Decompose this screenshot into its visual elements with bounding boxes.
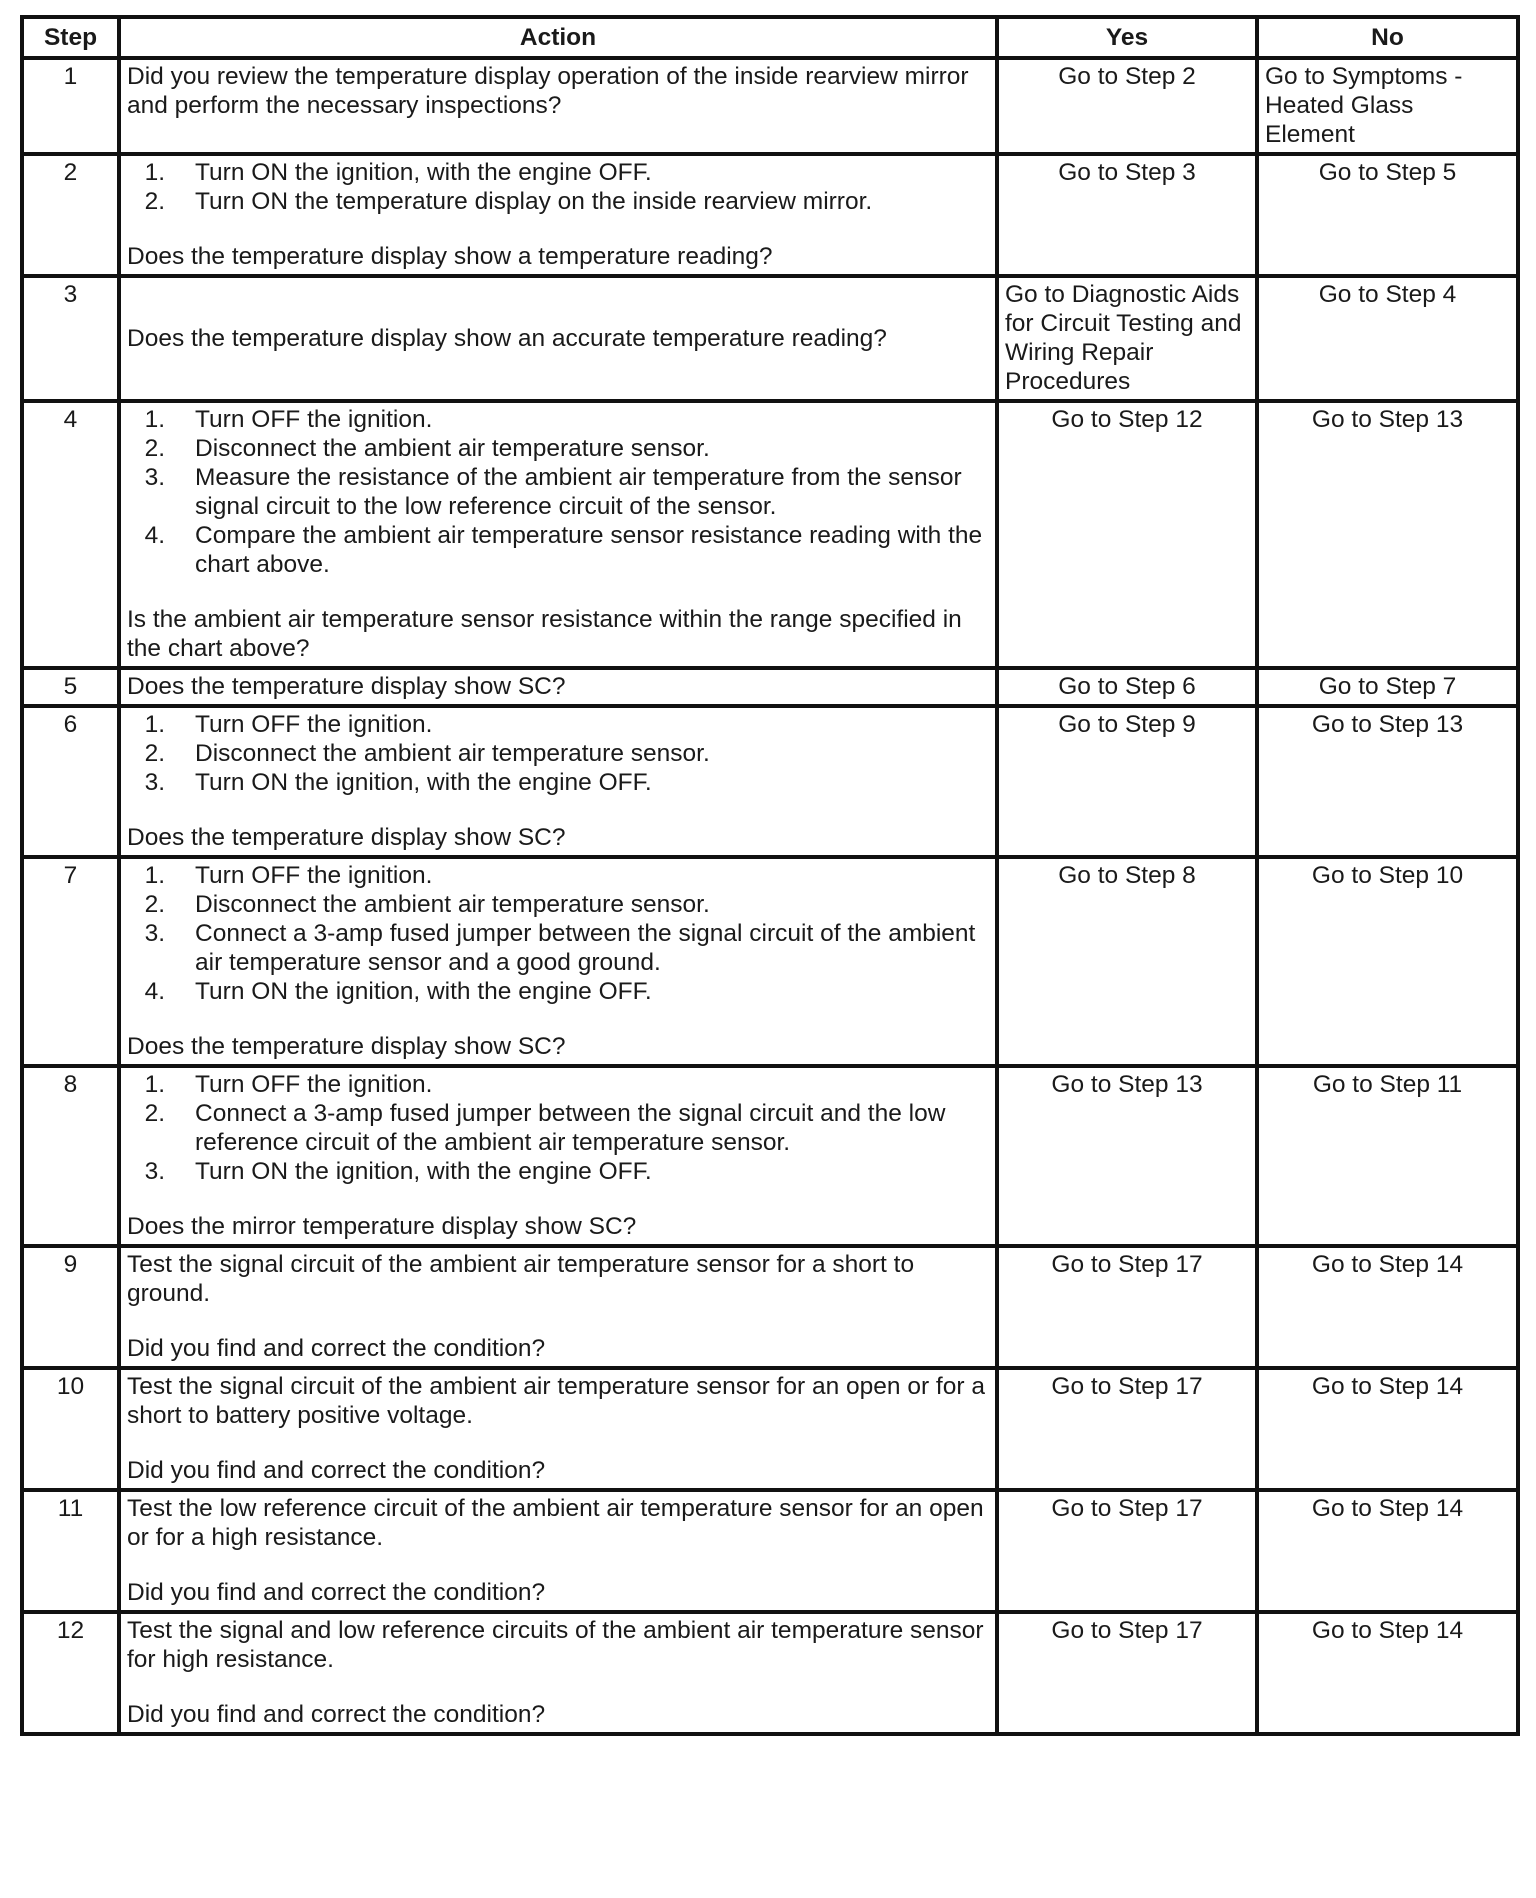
action-question: Does the temperature display show a temperature reading? <box>127 243 773 270</box>
list-item <box>127 158 989 187</box>
step-number: 2 <box>22 154 119 276</box>
step-number: 7 <box>22 857 119 1066</box>
action-cell <box>119 1066 997 1246</box>
table-row <box>22 706 1518 857</box>
item-text: Disconnect the ambient air temperature sensor. <box>195 435 710 462</box>
step-number: 10 <box>22 1368 119 1490</box>
item-text: Turn ON the ignition, with the engine OFF. <box>195 1158 652 1185</box>
list-item <box>127 739 989 768</box>
action-question: Did you find and correct the condition? <box>127 1701 546 1728</box>
no-cell: Go to Step 5 <box>1257 154 1518 276</box>
action-cell <box>119 706 997 857</box>
action-question: Is the ambient air temperature sensor resistance within the range specified in the chart above? <box>127 606 962 662</box>
item-number: 3. <box>144 769 165 796</box>
action-question: Does the mirror temperature display show SC? <box>127 1213 637 1240</box>
list-item <box>127 405 989 434</box>
action-cell <box>119 1612 997 1734</box>
step-number: 8 <box>22 1066 119 1246</box>
table-row <box>22 668 1518 706</box>
action-question: Does the temperature display show SC? <box>127 1033 566 1060</box>
step-number: 6 <box>22 706 119 857</box>
step-number: 3 <box>22 276 119 401</box>
action-steps-list <box>127 158 989 216</box>
list-item <box>127 710 989 739</box>
item-text: Turn ON the ignition, with the engine OFF. <box>195 978 652 1005</box>
step-number: 5 <box>22 668 119 706</box>
item-number: 4. <box>144 978 165 1005</box>
action-cell <box>119 58 997 154</box>
yes-cell: Go to Diagnostic Aids for Circuit Testing and Wiring Repair Procedures <box>997 276 1257 401</box>
item-number: 2. <box>144 1100 165 1127</box>
yes-cell: Go to Step 17 <box>997 1246 1257 1368</box>
action-cell <box>119 1368 997 1490</box>
no-cell: Go to Step 10 <box>1257 857 1518 1066</box>
table-row <box>22 1612 1518 1734</box>
yes-cell: Go to Step 17 <box>997 1368 1257 1490</box>
no-cell: Go to Step 14 <box>1257 1490 1518 1612</box>
table-row <box>22 1490 1518 1612</box>
item-text: Measure the resistance of the ambient air temperature from the sensor signal circuit to the low reference circuit of the sensor. <box>195 464 962 520</box>
item-number: 1. <box>144 862 165 889</box>
no-cell: Go to Step 13 <box>1257 706 1518 857</box>
action-text: Test the signal and low reference circuits of the ambient air temperature sensor for high resistance. <box>127 1617 984 1673</box>
action-steps-list <box>127 861 989 1006</box>
item-text: Turn OFF the ignition. <box>195 406 433 433</box>
item-number: 3. <box>144 1158 165 1185</box>
item-text: Turn OFF the ignition. <box>195 862 433 889</box>
list-item <box>127 1070 989 1099</box>
item-number: 1. <box>144 711 165 738</box>
step-number: 11 <box>22 1490 119 1612</box>
item-text: Turn OFF the ignition. <box>195 1071 433 1098</box>
yes-cell: Go to Step 17 <box>997 1490 1257 1612</box>
no-cell: Go to Step 7 <box>1257 668 1518 706</box>
action-cell <box>119 401 997 668</box>
no-cell: Go to Step 11 <box>1257 1066 1518 1246</box>
item-number: 1. <box>144 159 165 186</box>
list-item <box>127 861 989 890</box>
header-row <box>22 17 1518 58</box>
action-text: Did you review the temperature display operation of the inside rearview mirror and perform the necessary inspections? <box>127 63 969 119</box>
table-row <box>22 857 1518 1066</box>
action-text: Does the temperature display show SC? <box>127 673 566 700</box>
no-cell: Go to Step 14 <box>1257 1612 1518 1734</box>
item-text: Compare the ambient air temperature sensor resistance reading with the chart above. <box>195 522 983 578</box>
no-cell: Go to Symptoms - Heated Glass Element <box>1257 58 1518 154</box>
no-cell: Go to Step 14 <box>1257 1246 1518 1368</box>
list-item <box>127 977 989 1006</box>
yes-cell: Go to Step 13 <box>997 1066 1257 1246</box>
action-cell <box>119 857 997 1066</box>
list-item <box>127 1157 989 1186</box>
list-item <box>127 890 989 919</box>
step-number: 1 <box>22 58 119 154</box>
yes-cell: Go to Step 3 <box>997 154 1257 276</box>
yes-cell: Go to Step 6 <box>997 668 1257 706</box>
action-cell <box>119 1246 997 1368</box>
action-steps-list <box>127 405 989 579</box>
header-yes: Yes <box>997 17 1257 58</box>
table-row <box>22 58 1518 154</box>
list-item <box>127 521 989 579</box>
action-text: Test the low reference circuit of the ambient air temperature sensor for an open or for a high resistance. <box>127 1495 984 1551</box>
action-cell <box>119 276 997 401</box>
action-cell <box>119 668 997 706</box>
header-no: No <box>1257 17 1518 58</box>
step-number: 4 <box>22 401 119 668</box>
action-cell <box>119 154 997 276</box>
item-number: 1. <box>144 406 165 433</box>
item-number: 2. <box>144 435 165 462</box>
item-number: 4. <box>144 522 165 549</box>
action-cell <box>119 1490 997 1612</box>
item-text: Disconnect the ambient air temperature sensor. <box>195 891 710 918</box>
item-text: Disconnect the ambient air temperature sensor. <box>195 740 710 767</box>
header-action: Action <box>119 17 997 58</box>
yes-cell: Go to Step 8 <box>997 857 1257 1066</box>
action-text: Test the signal circuit of the ambient air temperature sensor for an open or for a short to battery positive voltage. <box>127 1373 985 1429</box>
table-row <box>22 401 1518 668</box>
yes-cell: Go to Step 9 <box>997 706 1257 857</box>
item-number: 2. <box>144 188 165 215</box>
item-number: 1. <box>144 1071 165 1098</box>
item-number: 3. <box>144 464 165 491</box>
list-item <box>127 434 989 463</box>
action-question: Did you find and correct the condition? <box>127 1457 546 1484</box>
no-cell: Go to Step 14 <box>1257 1368 1518 1490</box>
yes-cell: Go to Step 12 <box>997 401 1257 668</box>
action-text: Test the signal circuit of the ambient air temperature sensor for a short to ground. <box>127 1251 915 1307</box>
action-question: Did you find and correct the condition? <box>127 1335 546 1362</box>
table-row <box>22 1368 1518 1490</box>
item-number: 2. <box>144 891 165 918</box>
list-item <box>127 919 989 977</box>
yes-cell: Go to Step 17 <box>997 1612 1257 1734</box>
item-text: Connect a 3-amp fused jumper between the signal circuit and the low reference circuit of the ambient air temperature sensor. <box>195 1100 946 1156</box>
yes-cell: Go to Step 2 <box>997 58 1257 154</box>
list-item <box>127 463 989 521</box>
diagnostic-table <box>20 15 1520 1736</box>
action-text: Does the temperature display show an accurate temperature reading? <box>127 324 887 352</box>
action-question: Did you find and correct the condition? <box>127 1579 546 1606</box>
item-text: Turn OFF the ignition. <box>195 711 433 738</box>
item-text: Turn ON the ignition, with the engine OFF. <box>195 159 652 186</box>
no-cell: Go to Step 13 <box>1257 401 1518 668</box>
table-row <box>22 1066 1518 1246</box>
step-number: 12 <box>22 1612 119 1734</box>
action-question: Does the temperature display show SC? <box>127 824 566 851</box>
header-step: Step <box>22 17 119 58</box>
no-cell: Go to Step 4 <box>1257 276 1518 401</box>
list-item <box>127 187 989 216</box>
table-row <box>22 1246 1518 1368</box>
action-steps-list <box>127 710 989 797</box>
item-text: Turn ON the temperature display on the inside rearview mirror. <box>195 188 873 215</box>
list-item <box>127 1099 989 1157</box>
item-text: Connect a 3-amp fused jumper between the signal circuit of the ambient air temperature sensor and a good ground. <box>195 920 976 976</box>
list-item <box>127 768 989 797</box>
item-number: 2. <box>144 740 165 767</box>
table-row <box>22 276 1518 401</box>
table-row <box>22 154 1518 276</box>
item-number: 3. <box>144 920 165 947</box>
action-steps-list <box>127 1070 989 1186</box>
item-text: Turn ON the ignition, with the engine OFF. <box>195 769 652 796</box>
step-number: 9 <box>22 1246 119 1368</box>
